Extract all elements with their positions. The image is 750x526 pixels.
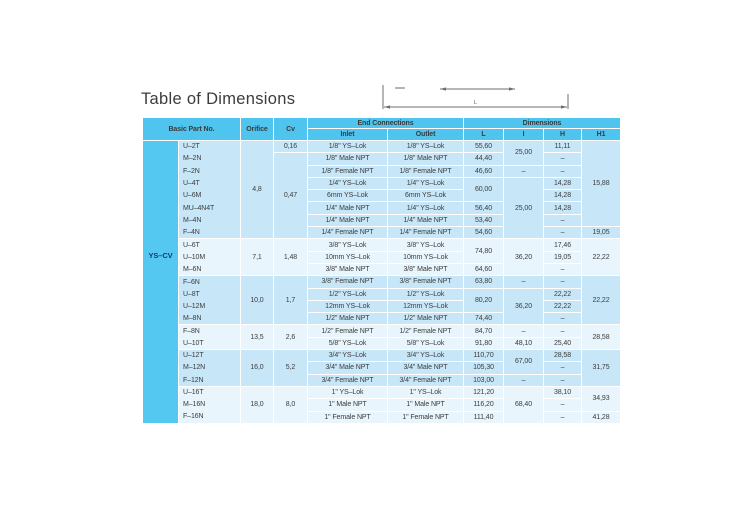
header-i: I — [504, 129, 544, 141]
cell-part: MU–4N4T — [179, 202, 241, 214]
cell-h1: 22,22 — [582, 239, 621, 276]
table-row — [143, 153, 621, 165]
diagram-mid-arrow-right — [509, 87, 515, 90]
table-row — [143, 202, 621, 214]
cell-h: 14,28 — [544, 177, 582, 189]
table-row — [143, 190, 621, 202]
cell-outlet: 1/4" Female NPT — [388, 227, 464, 239]
cell-h: – — [544, 276, 582, 288]
cell-i: – — [504, 165, 544, 177]
cell-outlet: 1" Female NPT — [388, 411, 464, 423]
table-row — [143, 239, 621, 251]
cell-inlet: 1/2" Male NPT — [308, 313, 388, 325]
diagram-l-arrow-left — [384, 105, 390, 108]
table-row — [143, 263, 621, 275]
cell-i: 25,00 — [504, 177, 544, 238]
cell-part: M–2N — [179, 153, 241, 165]
cell-h: – — [544, 399, 582, 411]
cell-part: U–8T — [179, 288, 241, 300]
cell-h: 11,11 — [544, 141, 582, 153]
header-h: H — [544, 129, 582, 141]
table-row — [143, 227, 621, 239]
cell-part: M–4N — [179, 214, 241, 226]
cell-h: 17,46 — [544, 239, 582, 251]
dimension-diagram — [378, 64, 590, 114]
cell-outlet: 3/4" Male NPT — [388, 362, 464, 374]
cell-part: U–10T — [179, 337, 241, 349]
cell-outlet: 3/8" YS–Lok — [388, 239, 464, 251]
table-row — [143, 300, 621, 312]
cell-outlet: 1/2" Female NPT — [388, 325, 464, 337]
cell-part: F–16N — [179, 411, 241, 423]
header-cv: Cv — [274, 118, 308, 141]
cell-part: M–6N — [179, 263, 241, 275]
cell-cv: 1,7 — [274, 276, 308, 325]
cell-h: – — [544, 153, 582, 165]
cell-h1: 15,88 — [582, 141, 621, 227]
cell-h: 14,28 — [544, 190, 582, 202]
cell-i: 25,00 — [504, 141, 544, 166]
cell-part: U–2T — [179, 141, 241, 153]
cell-basic — [143, 141, 179, 424]
cell-l: 74,80 — [464, 239, 504, 264]
cell-i: 36,20 — [504, 239, 544, 276]
table-row — [143, 313, 621, 325]
table-row — [143, 399, 621, 411]
cell-part: U–12M — [179, 300, 241, 312]
cell-h1: 28,58 — [582, 325, 621, 350]
cell-part: U–12T — [179, 350, 241, 362]
cell-h: 28,58 — [544, 350, 582, 362]
cell-h: – — [544, 411, 582, 423]
table-body — [143, 141, 621, 424]
cell-part: U–16T — [179, 386, 241, 398]
table-header — [143, 118, 621, 141]
cell-l: 60,00 — [464, 177, 504, 202]
cell-outlet: 5/8" YS–Lok — [388, 337, 464, 349]
cell-l: 55,60 — [464, 141, 504, 153]
cell-cv: 0,47 — [274, 153, 308, 239]
cell-orifice: 18,0 — [241, 386, 274, 423]
cell-l: 46,60 — [464, 165, 504, 177]
dimensions-table — [142, 117, 621, 424]
cell-inlet: 1/4" Female NPT — [308, 227, 388, 239]
cell-outlet: 10mm YS–Lok — [388, 251, 464, 263]
cell-h: – — [544, 374, 582, 386]
diagram-mid-arrow-left — [440, 87, 446, 90]
cell-outlet: 1/2" YS–Lok — [388, 288, 464, 300]
cell-l: 91,80 — [464, 337, 504, 349]
cell-inlet: 1" YS–Lok — [308, 386, 388, 398]
cell-h: – — [544, 214, 582, 226]
cell-h1: 19,05 — [582, 227, 621, 239]
page-title: Table of Dimensions — [141, 90, 296, 108]
cell-h: 22,22 — [544, 300, 582, 312]
cell-l: 63,80 — [464, 276, 504, 288]
cell-inlet: 1/2" YS–Lok — [308, 288, 388, 300]
diagram-l-arrow-right — [561, 105, 567, 108]
cell-h: – — [544, 362, 582, 374]
cell-inlet: 3/4" Male NPT — [308, 362, 388, 374]
cell-inlet: 1/4" Male NPT — [308, 202, 388, 214]
cell-h: – — [544, 313, 582, 325]
cell-outlet: 3/4" YS–Lok — [388, 350, 464, 362]
cell-l: 64,60 — [464, 263, 504, 275]
cell-h: 38,10 — [544, 386, 582, 398]
cell-outlet: 12mm YS–Lok — [388, 300, 464, 312]
header-basic-part-no: Basic Part No. — [143, 118, 241, 141]
table-row — [143, 177, 621, 189]
cell-h: – — [544, 325, 582, 337]
table-row — [143, 251, 621, 263]
cell-outlet: 1/8" Male NPT — [388, 153, 464, 165]
table-row — [143, 374, 621, 386]
cell-cv: 8,0 — [274, 386, 308, 423]
header-h1: H1 — [582, 129, 621, 141]
header-row-1 — [143, 118, 621, 129]
cell-part: U–4T — [179, 177, 241, 189]
cell-part: F–12N — [179, 374, 241, 386]
cell-outlet: 3/8" Male NPT — [388, 263, 464, 275]
cell-h: 19,05 — [544, 251, 582, 263]
cell-inlet: 3/4" YS–Lok — [308, 350, 388, 362]
cell-h: – — [544, 165, 582, 177]
cell-inlet: 1/4" Male NPT — [308, 214, 388, 226]
cell-inlet: 1/8" Female NPT — [308, 165, 388, 177]
cell-part: F–6N — [179, 276, 241, 288]
cell-part: M–8N — [179, 313, 241, 325]
table-row — [143, 386, 621, 398]
cell-h1: 22,22 — [582, 276, 621, 325]
header-inlet: Inlet — [308, 129, 388, 141]
cell-l: 121,20 — [464, 386, 504, 398]
cell-part: U–6T — [179, 239, 241, 251]
cell-l: 54,60 — [464, 227, 504, 239]
cell-h1: 34,93 — [582, 386, 621, 411]
cell-inlet: 1" Male NPT — [308, 399, 388, 411]
cell-outlet: 6mm YS–Lok — [388, 190, 464, 202]
cell-outlet: 1/4" YS–Lok — [388, 202, 464, 214]
table-row — [143, 362, 621, 374]
cell-l: 74,40 — [464, 313, 504, 325]
cell-outlet: 1/8" YS–Lok — [388, 141, 464, 153]
cell-orifice: 13,5 — [241, 325, 274, 350]
table-row — [143, 165, 621, 177]
table-row — [143, 288, 621, 300]
cell-l: 53,40 — [464, 214, 504, 226]
cell-inlet: 5/8" YS–Lok — [308, 337, 388, 349]
cell-l: 80,20 — [464, 288, 504, 313]
cell-outlet: 1" YS–Lok — [388, 386, 464, 398]
cell-h: – — [544, 263, 582, 275]
cell-orifice: 16,0 — [241, 350, 274, 387]
cell-inlet: 3/4" Female NPT — [308, 374, 388, 386]
cell-h: 14,28 — [544, 202, 582, 214]
header-orifice: Orifice — [241, 118, 274, 141]
cell-h: 22,22 — [544, 288, 582, 300]
cell-i: 68,40 — [504, 386, 544, 423]
cell-part: F–4N — [179, 227, 241, 239]
cell-orifice: 4,8 — [241, 141, 274, 239]
cell-part: U–10M — [179, 251, 241, 263]
header-dimensions: Dimensions — [464, 118, 621, 129]
cell-outlet: 3/4" Female NPT — [388, 374, 464, 386]
cell-i: 67,00 — [504, 350, 544, 375]
cell-cv: 5,2 — [274, 350, 308, 387]
header-end-connections: End Connections — [308, 118, 464, 129]
cell-l: 84,70 — [464, 325, 504, 337]
cell-inlet: 3/8" Male NPT — [308, 263, 388, 275]
cell-inlet: 6mm YS–Lok — [308, 190, 388, 202]
table-row — [143, 276, 621, 288]
cell-outlet: 1/4" YS–Lok — [388, 177, 464, 189]
cell-inlet: 1/4" YS–Lok — [308, 177, 388, 189]
cell-h1: 31,75 — [582, 350, 621, 387]
header-l: L — [464, 129, 504, 141]
cell-l: 105,30 — [464, 362, 504, 374]
cell-i: – — [504, 374, 544, 386]
cell-h: – — [544, 227, 582, 239]
cell-outlet: 1/8" Female NPT — [388, 165, 464, 177]
table-row — [143, 350, 621, 362]
table-row — [143, 411, 621, 423]
basic-series-label: YS–CV — [148, 251, 173, 260]
cell-inlet: 3/8" Female NPT — [308, 276, 388, 288]
cell-outlet: 1/2" Male NPT — [388, 313, 464, 325]
cell-outlet: 1" Male NPT — [388, 399, 464, 411]
cell-l: 44,40 — [464, 153, 504, 165]
cell-i: – — [504, 276, 544, 288]
cell-inlet: 12mm YS–Lok — [308, 300, 388, 312]
cell-inlet: 1" Female NPT — [308, 411, 388, 423]
cell-inlet: 1/8" YS–Lok — [308, 141, 388, 153]
cell-l: 110,70 — [464, 350, 504, 362]
cell-part: M–16N — [179, 399, 241, 411]
cell-l: 111,40 — [464, 411, 504, 423]
header-outlet: Outlet — [388, 129, 464, 141]
cell-l: 103,00 — [464, 374, 504, 386]
cell-outlet: 3/8" Female NPT — [388, 276, 464, 288]
cell-orifice: 10,0 — [241, 276, 274, 325]
table-row — [143, 214, 621, 226]
cell-i: 36,20 — [504, 288, 544, 325]
cell-cv: 2,6 — [274, 325, 308, 350]
cell-part: M–12N — [179, 362, 241, 374]
cell-l: 116,20 — [464, 399, 504, 411]
cell-h: 25,40 — [544, 337, 582, 349]
cell-inlet: 1/8" Male NPT — [308, 153, 388, 165]
cell-cv: 0,16 — [274, 141, 308, 153]
cell-inlet: 10mm YS–Lok — [308, 251, 388, 263]
cell-orifice: 7,1 — [241, 239, 274, 276]
cell-h1: 41,28 — [582, 411, 621, 423]
table-row — [143, 325, 621, 337]
cell-part: U–6M — [179, 190, 241, 202]
cell-inlet: 3/8" YS–Lok — [308, 239, 388, 251]
diagram-l-label: L — [474, 100, 478, 106]
cell-part: F–8N — [179, 325, 241, 337]
cell-i: 48,10 — [504, 337, 544, 349]
table-row — [143, 141, 621, 153]
cell-cv: 1,48 — [274, 239, 308, 276]
cell-l: 56,40 — [464, 202, 504, 214]
cell-i: – — [504, 325, 544, 337]
table-row — [143, 337, 621, 349]
cell-part: F–2N — [179, 165, 241, 177]
cell-inlet: 1/2" Female NPT — [308, 325, 388, 337]
cell-outlet: 1/4" Male NPT — [388, 214, 464, 226]
